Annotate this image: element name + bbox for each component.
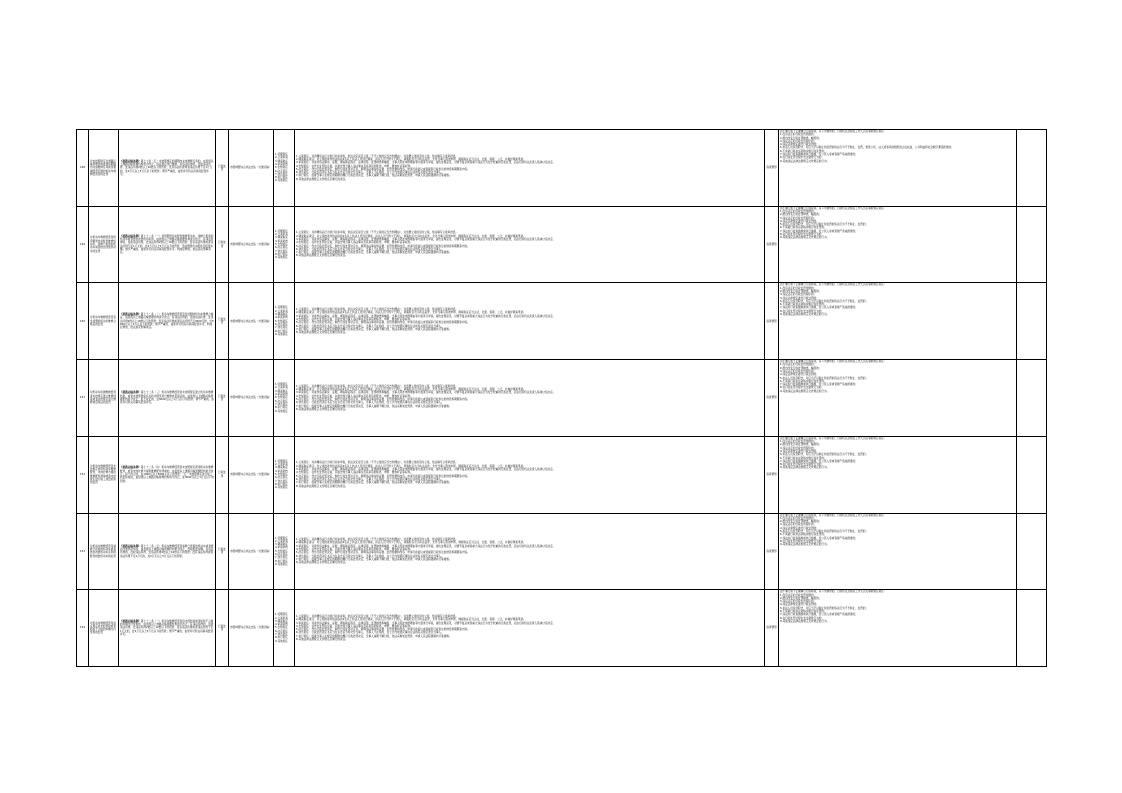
accountability-list: 1.没有法定的行政处罚依据的； 2.擅自改变行政处罚种类、幅度的； 3.违反法定的行政处罚程序的； 4.违反法律规定委托行政处罚的； 5.执法人员玩忽职守，对应当予以制止和处罚的违法行为不予制止、处罚，致使公民、法人或者其他组织的合法权益、公共利益和社会秩序遭受损害的； 6.不具备行政执法资格实施行政处罚的； 7.违法实行检查措施或执行措施，给公民人身或者财产造成损害的； 8.在行政处罚过程中发生腐败行为的； 9.其他违反法律法规规章文件规定的行为。 bbox=[780, 133, 954, 163]
responsibility-items: 1.受理责任 2.立案审查 3.调查取证 4.审查审核 5.告知责任 6.决定责任 7.送达责任 8.执行责任 9.其他责任 bbox=[274, 436, 295, 513]
accountability-head: 因不履行或不正确履行行政职责，有下列情形的，行政机关及相关工作人员应承担相应责任： bbox=[780, 436, 887, 440]
responsibility-content: 1.立案责任：对涉嫌违法行为进行初步审查，依法决定是否立案（不予立案的应当告知理由），对需要立案的及时立案，依法填写立案审批表。 2.调查取证责任：对立案的案件依法指派2名以上执法人员进行调查，执法人员不得少于两人，调查时应出示执法证件，允许当事人陈述申辩，调查取证应当合法、全面、客观、公正，并做好调查笔录。 3.审查责任：对案件违法事实、证据、调查取证程序、法律适用、处罚种类和幅度、当事人陈述申辩理由等方面进行审查，提出处理意见，对情节复杂或者重大违法行为给予较重的行政处罚，应由行政机关负责人集体讨论决定。 4.告知责任：在作出处罚决定前，书面告知当事人违法事实及其享有的陈述、申辩、要求听证等权利。 5.决定责任：作出行政处罚决定，制作行政处罚决定书，载明违法事实和证据、处罚依据和内容、申请行政复议或者提起行政诉讼的途径和期限等内容。 6.送达责任：行政处罚决定书应当在宣告后当场交付当事人，当事人不在场的，在七日内依照民事诉讼法的有关规定送达当事人。 7.执行责任：监督当事人在规定的期限内履行行政处罚决定，当事人逾期不履行的，依法采取加处罚款、申请人民法院强制执行等措施。 8.其他法律法规规章文件规定应履行的责任。 bbox=[295, 206, 765, 283]
implementing-agency: 市级城管综合执法支队（交通运输） bbox=[229, 206, 274, 283]
accountability-head: 因不履行或不正确履行行政职责，有下列情形的，行政机关及相关工作人员应承担相应责任： bbox=[780, 206, 887, 210]
accountability-content bbox=[779, 206, 1017, 283]
remarks bbox=[1017, 206, 1047, 283]
item-name: 对机动车维修经营者承修已报废的机动车或者擅自改装机动车及利用配件拼装机动车的处罚 bbox=[89, 513, 119, 590]
accountability-content bbox=[779, 590, 1017, 667]
law-title: 《道路运输条例》 bbox=[120, 234, 141, 238]
implementing-agency: 市级城管综合执法支队（交通运输） bbox=[229, 436, 274, 513]
item-type: 行政处罚 bbox=[216, 130, 229, 207]
legal-basis bbox=[119, 206, 216, 283]
accountability-label: 追责情形 bbox=[765, 130, 779, 207]
responsibility-content: 1.立案责任：对涉嫌违法行为进行初步审查，依法决定是否立案（不予立案的应当告知理由），对需要立案的及时立案，依法填写立案审批表。 2.调查取证责任：对立案的案件依法指派2名以上执法人员进行调查，执法人员不得少于两人，调查时应出示执法证件，允许当事人陈述申辩，调查取证应当合法、全面、客观、公正，并做好调查笔录。 3.审查责任：对案件违法事实、证据、调查取证程序、法律适用、处罚种类和幅度、当事人陈述申辩理由等方面进行审查，提出处理意见，对情节复杂或者重大违法行为给予较重的行政处罚，应由行政机关负责人集体讨论决定。 4.告知责任：在作出处罚决定前，书面告知当事人违法事实及其享有的陈述、申辩、要求听证等权利。 5.决定责任：作出行政处罚决定，制作行政处罚决定书，载明违法事实和证据、处罚依据和内容、申请行政复议或者提起行政诉讼的途径和期限等内容。 6.送达责任：行政处罚决定书应当在宣告后当场交付当事人，当事人不在场的，在七日内依照民事诉讼法的有关规定送达当事人。 7.执行责任：监督当事人在规定的期限内履行行政处罚决定，当事人逾期不履行的，依法采取加处罚款、申请人民法院强制执行等措施。 8.其他法律法规规章文件规定应履行的责任。 bbox=[295, 283, 765, 360]
accountability-content bbox=[779, 130, 1017, 207]
table-row bbox=[77, 436, 1047, 513]
accountability-label: 追责情形 bbox=[765, 206, 779, 283]
remarks bbox=[1017, 130, 1047, 207]
implementing-agency: 市级城管综合执法支队（交通运输） bbox=[229, 130, 274, 207]
item-name: 对机动车维修经营者未按规定使用机动车维修配件、未向托修方提供维修配件清单或者未按规定进行竣工质量检验的处罚 bbox=[89, 436, 119, 513]
responsibility-items: 1.受理责任 2.立案审查 3.调查取证 4.审查审核 5.告知责任 6.决定责任 7.送达责任 8.执行责任 9.其他责任 bbox=[274, 206, 295, 283]
table-row bbox=[77, 206, 1047, 283]
responsibility-content: 1.立案责任：对涉嫌违法行为进行初步审查，依法决定是否立案（不予立案的应当告知理由），对需要立案的及时立案，依法填写立案审批表。 2.调查取证责任：对立案的案件依法指派2名以上执法人员进行调查，执法人员不得少于两人，调查时应出示执法证件，允许当事人陈述申辩，调查取证应当合法、全面、客观、公正，并做好调查笔录。 3.审查责任：对案件违法事实、证据、调查取证程序、法律适用、处罚种类和幅度、当事人陈述申辩理由等方面进行审查，提出处理意见，对情节复杂或者重大违法行为给予较重的行政处罚，应由行政机关负责人集体讨论决定。 4.告知责任：在作出处罚决定前，书面告知当事人违法事实及其享有的陈述、申辩、要求听证等权利。 5.决定责任：作出行政处罚决定，制作行政处罚决定书，载明违法事实和证据、处罚依据和内容、申请行政复议或者提起行政诉讼的途径和期限等内容。 6.送达责任：行政处罚决定书应当在宣告后当场交付当事人，当事人不在场的，在七日内依照民事诉讼法的有关规定送达当事人。 7.执行责任：监督当事人在规定的期限内履行行政处罚决定，当事人逾期不履行的，依法采取加处罚款、申请人民法院强制执行等措施。 8.其他法律法规规章文件规定应履行的责任。 bbox=[295, 130, 765, 207]
item-name: 对机动车维修经营者违反规定将未经检验或者检验不合格的车辆交付使用的处罚 bbox=[89, 590, 119, 667]
legal-basis bbox=[119, 513, 216, 590]
row-number: 153 bbox=[77, 513, 89, 590]
table-row bbox=[77, 130, 1047, 207]
row-number: 149 bbox=[77, 206, 89, 283]
accountability-content bbox=[779, 283, 1017, 360]
item-type: 行政处罚 bbox=[216, 590, 229, 667]
legal-basis bbox=[119, 283, 216, 360]
accountability-label: 追责情形 bbox=[765, 360, 779, 437]
accountability-list: 1.没有法定的行政处罚依据的； 2.擅自改变行政处罚种类、幅度的； 3.违反法定的行政处罚程序的； 4.违反法律规定委托行政处罚的； 5.执法人员玩忽职守，对应当予以制止和处罚的违法行为不予制止、处罚的； 6.不具备行政执法资格实施行政处罚的； 7.违法实行检查措施或执行措施，给公民人身或者财产造成损害的； 8.在行政处罚过程中发生腐败行为的； 9.其他违反法律法规规章文件规定的行为。 bbox=[780, 440, 869, 470]
implementing-agency: 市级城管综合执法支队（交通运输） bbox=[229, 513, 274, 590]
item-name: 对未按照规定在道路运输管理机构批准的期限内完成维修任务或者超越经营范围的机动车维修经营者的处罚 bbox=[89, 130, 119, 207]
item-type: 行政处罚 bbox=[216, 206, 229, 283]
accountability-list: 1.没有法定的行政处罚依据的； 2.擅自改变行政处罚种类、幅度的； 3.违反法定的行政处罚程序的； 4.违反法律规定委托行政处罚的； 5.执法人员玩忽职守，对应当予以制止和处罚的违法行为不予制止、处罚的； 6.不具备行政执法资格实施行政处罚的； 7.违法实行检查措施或执行措施，给公民人身或者财产造成损害的； 8.在行政处罚过程中发生腐败行为的； 9.其他违反法律法规规章文件规定的行为。 bbox=[780, 210, 869, 240]
item-type: 行政处罚 bbox=[216, 513, 229, 590]
law-text: 第七十二条（一）使用假冒伪劣配件维修机动车，承修已报废的机动车或者擅自改装机动车的，由县级以上道路运输管理机构责令改正；有违法所得的，没收违法所得，处违法所得2倍以上10倍以下的罚款；没有违法所得或者违法所得不足1万元的，处2万元以上5万元以下的罚款，没收假冒伪劣配件及报废车辆；情节严重的，由原许可机关吊销其经营许可；构成犯罪的，依法追究刑事责任。 bbox=[120, 234, 214, 255]
accountability-list: 1.没有法定的行政处罚依据的； 2.擅自改变行政处罚种类、幅度的； 3.违反法定的行政处罚程序的； 4.违反法律规定委托行政处罚的； 5.执法人员玩忽职守，对应当予以制止和处罚的违法行为不予制止、处罚的； 6.不具备行政执法资格实施行政处罚的； 7.违法实行检查措施或执行措施，给公民人身或者财产造成损害的； 8.在行政处罚过程中发生腐败行为的； 9.其他违反法律法规规章文件规定的行为。 bbox=[780, 593, 869, 623]
item-type: 行政处罚 bbox=[216, 360, 229, 437]
row-number: 151 bbox=[77, 360, 89, 437]
accountability-head: 因不履行或不正确履行行政职责，有下列情形的，行政机关及相关工作人员应承担相应责任： bbox=[780, 283, 887, 287]
item-type: 行政处罚 bbox=[216, 283, 229, 360]
responsibility-items: 1.受理责任 2.立案审查 3.调查取证 4.审查审核 5.告知责任 6.决定责任 7.送达责任 8.执行责任 9.其他责任 bbox=[274, 360, 295, 437]
law-title: 《道路运输条例》 bbox=[120, 313, 141, 317]
law-title: 《道路运输条例》 bbox=[120, 466, 141, 470]
table-row bbox=[77, 283, 1047, 360]
row-number: 148 bbox=[77, 130, 89, 207]
responsibility-items: 1.受理责任 2.立案审查 3.调查取证 4.审查审核 5.告知责任 6.决定责任 7.送达责任 8.执行责任 9.其他责任 bbox=[274, 130, 295, 207]
table-row bbox=[77, 360, 1047, 437]
remarks bbox=[1017, 590, 1047, 667]
row-number: 150 bbox=[77, 283, 89, 360]
accountability-label: 追责情形 bbox=[765, 283, 779, 360]
item-type: 行政处罚 bbox=[216, 436, 229, 513]
accountability-head: 因不履行或不正确履行行政职责，有下列情形的，行政机关及相关工作人员应承担相应责任： bbox=[780, 590, 887, 594]
accountability-head: 因不履行或不正确履行行政职责，有下列情形的，行政机关及相关工作人员应承担相应责任： bbox=[780, 130, 887, 133]
accountability-list: 1.没有法定的行政处罚依据的； 2.擅自改变行政处罚种类、幅度的； 3.违反法定的行政处罚程序的； 4.违反法律规定委托行政处罚的； 5.执法人员玩忽职守，对应当予以制止和处罚的违法行为不予制止、处罚的； 6.不具备行政执法资格实施行政处罚的； 7.违法实行检查措施或执行措施，给公民人身或者财产造成损害的； 8.在行政处罚过程中发生腐败行为的； 9.其他违反法律法规规章文件规定的行为。 bbox=[780, 286, 869, 317]
responsibility-content: 1.立案责任：对涉嫌违法行为进行初步审查，依法决定是否立案（不予立案的应当告知理由），对需要立案的及时立案，依法填写立案审批表。 2.调查取证责任：对立案的案件依法指派2名以上执法人员进行调查，执法人员不得少于两人，调查时应出示执法证件，允许当事人陈述申辩，调查取证应当合法、全面、客观、公正，并做好调查笔录。 3.审查责任：对案件违法事实、证据、调查取证程序、法律适用、处罚种类和幅度、当事人陈述申辩理由等方面进行审查，提出处理意见，对情节复杂或者重大违法行为给予较重的行政处罚，应由行政机关负责人集体讨论决定。 4.告知责任：在作出处罚决定前，书面告知当事人违法事实及其享有的陈述、申辩、要求听证等权利。 5.决定责任：作出行政处罚决定，制作行政处罚决定书，载明违法事实和证据、处罚依据和内容、申请行政复议或者提起行政诉讼的途径和期限等内容。 6.送达责任：行政处罚决定书应当在宣告后当场交付当事人，当事人不在场的，在七日内依照民事诉讼法的有关规定送达当事人。 7.执行责任：监督当事人在规定的期限内履行行政处罚决定，当事人逾期不履行的，依法采取加处罚款、申请人民法院强制执行等措施。 8.其他法律法规规章文件规定应履行的责任。 bbox=[295, 513, 765, 590]
accountability-head: 因不履行或不正确履行行政职责，有下列情形的，行政机关及相关工作人员应承担相应责任： bbox=[780, 360, 887, 364]
law-text: 第七十二条（四）机动车维修经营者未按照规定使用机动车维修配件，或者未向托修方提供维修配件清单的，由县级以上道路运输管理机构责令改正；拒不改正的，处1000元以上5000元以下的罚款；（五）未按照规定进行竣工质量检验的，由县级以上道路运输管理机构责令改正，处3000元以上1万元以下的罚款。 bbox=[120, 466, 214, 483]
remarks bbox=[1017, 513, 1047, 590]
accountability-list: 1.没有法定的行政处罚依据的； 2.擅自改变行政处罚种类、幅度的； 3.违反法定的行政处罚程序的； 4.违反法律规定委托行政处罚的； 5.执法人员玩忽职守，对应当予以制止和处罚的违法行为不予制止、处罚的； 6.不具备行政执法资格实施行政处罚的； 7.违法实行检查措施或执行措施，给公民人身或者财产造成损害的； 8.在行政处罚过程中发生腐败行为的； 9.其他违反法律法规规章文件规定的行为。 bbox=[780, 363, 869, 393]
accountability-content bbox=[779, 360, 1017, 437]
accountability-label: 追责情形 bbox=[765, 436, 779, 513]
row-number: 152 bbox=[77, 436, 89, 513]
accountability-head: 因不履行或不正确履行行政职责，有下列情形的，行政机关及相关工作人员应承担相应责任： bbox=[780, 513, 887, 517]
accountability-content bbox=[779, 436, 1017, 513]
accountability-label: 追责情形 bbox=[765, 590, 779, 667]
law-text: 第七十二条（三）机动车维修经营者未按照规定建立机动车维修档案，或者未按照国家有关技术规范进行维修质量保证的，由县级以上道路运输管理机构责令改正；拒不改正的，处3000元以上1万元以下的罚款；情节严重的，由原许可机关吊销其经营许可。 bbox=[120, 391, 214, 405]
responsibility-items: 1.受理责任 2.立案审查 3.调查取证 4.审查审核 5.告知责任 6.决定责任 7.送达责任 8.执行责任 9.其他责任 bbox=[274, 283, 295, 360]
law-text: 第七十二条（一）机动车维修经营者将未经检验或者检验不合格的车辆交付使用的，由县级以上道路运输管理机构责令改正；有违法所得的，没收违法所得，处违法所得2倍以上10倍以下的罚款；没有违法所得或者违法所得不足1万元的，处2万元以上5万元以下的罚款；情节严重的，由原许可机关吊销其经营许可。 bbox=[120, 619, 214, 637]
legal-basis bbox=[119, 436, 216, 513]
table-row bbox=[77, 513, 1047, 590]
remarks bbox=[1017, 283, 1047, 360]
implementing-agency: 市级城管综合执法支队（交通运输） bbox=[229, 590, 274, 667]
table-row bbox=[77, 590, 1047, 667]
item-name: 对机动车检测维修经营者未按规定建立维修档案或者未按规定进行维修质量保证的处罚 bbox=[89, 360, 119, 437]
responsibility-items: 1.受理责任 2.立案审查 3.调查取证 4.审查审核 5.告知责任 6.决定责任 7.送达责任 8.执行责任 9.其他责任 bbox=[274, 513, 295, 590]
law-title: 《道路运输条例》 bbox=[120, 391, 141, 395]
law-title: 《道路运输条例》 bbox=[120, 619, 141, 623]
law-text: 第七十二条（五）机动车维修经营者承修已报废的机动车或者擅自改装机动车的，由县级以上道路运输管理机构责令改正，没收报废车辆；有违法所得的，没收违法所得，处违法所得2倍以上10倍以下的罚款；没有违法所得或者违法所得不足1万元的，处2万元以上5万元以下的罚款。 bbox=[120, 544, 214, 558]
accountability-label: 追责情形 bbox=[765, 513, 779, 590]
remarks bbox=[1017, 360, 1047, 437]
implementing-agency: 市级城管综合执法支队（交通运输） bbox=[229, 360, 274, 437]
law-title: 《道路运输条例》 bbox=[120, 544, 141, 548]
law-text: 第七十二条（二）机动车维修经营者签发虚假的机动车维修合格证，由县级以上道路运输管理机构责令改正；有违法所得的，没收违法所得，处违法所得2倍以上10倍以下的罚款；没有违法所得或者违法所得不足3000元的，处5000元以上2万元以下的罚款；情节严重的，由原许可机关吊销其经营许可；构成犯罪的，依法追究刑事责任。 bbox=[120, 313, 214, 330]
item-name: 对机动车维修经营者签发虚假的机动车维修合格证的处罚 bbox=[89, 283, 119, 360]
row-number: 154 bbox=[77, 590, 89, 667]
legal-basis bbox=[119, 130, 216, 207]
remarks bbox=[1017, 436, 1047, 513]
responsibility-table bbox=[76, 129, 1047, 667]
responsibility-content: 1.立案责任：对涉嫌违法行为进行初步审查，依法决定是否立案（不予立案的应当告知理由），对需要立案的及时立案，依法填写立案审批表。 2.调查取证责任：对立案的案件依法指派2名以上执法人员进行调查，执法人员不得少于两人，调查时应出示执法证件，允许当事人陈述申辩，调查取证应当合法、全面、客观、公正，并做好调查笔录。 3.审查责任：对案件违法事实、证据、调查取证程序、法律适用、处罚种类和幅度、当事人陈述申辩理由等方面进行审查，提出处理意见，对情节复杂或者重大违法行为给予较重的行政处罚，应由行政机关负责人集体讨论决定。 4.告知责任：在作出处罚决定前，书面告知当事人违法事实及其享有的陈述、申辩、要求听证等权利。 5.决定责任：作出行政处罚决定，制作行政处罚决定书，载明违法事实和证据、处罚依据和内容、申请行政复议或者提起行政诉讼的途径和期限等内容。 6.送达责任：行政处罚决定书应当在宣告后当场交付当事人，当事人不在场的，在七日内依照民事诉讼法的有关规定送达当事人。 7.执行责任：监督当事人在规定的期限内履行行政处罚决定，当事人逾期不履行的，依法采取加处罚款、申请人民法院强制执行等措施。 8.其他法律法规规章文件规定应履行的责任。 bbox=[295, 436, 765, 513]
responsibility-items: 1.受理责任 2.立案审查 3.调查取证 4.审查审核 5.告知责任 6.决定责任 7.送达责任 8.执行责任 9.其他责任 bbox=[274, 590, 295, 667]
accountability-content bbox=[779, 513, 1017, 590]
law-text: 第七十条（五）未按照规定的期限内完成维修任务的，由县级以上道路运输管理机构责令改正，违反规定进行维修，有违法所得的，没收违法所得，处违法所得2倍以上10倍以下的罚款；没有违法所得或者违法所得不足1万元的，处2万元以上5万元以下的罚款；情节严重的，由原许可机关吊销其经营许可。 bbox=[120, 159, 214, 176]
legal-basis bbox=[119, 590, 216, 667]
responsibility-content: 1.立案责任：对涉嫌违法行为进行初步审查，依法决定是否立案（不予立案的应当告知理由），对需要立案的及时立案，依法填写立案审批表。 2.调查取证责任：对立案的案件依法指派2名以上执法人员进行调查，执法人员不得少于两人，调查时应出示执法证件，允许当事人陈述申辩，调查取证应当合法、全面、客观、公正，并做好调查笔录。 3.审查责任：对案件违法事实、证据、调查取证程序、法律适用、处罚种类和幅度、当事人陈述申辩理由等方面进行审查，提出处理意见，对情节复杂或者重大违法行为给予较重的行政处罚，应由行政机关负责人集体讨论决定。 4.告知责任：在作出处罚决定前，书面告知当事人违法事实及其享有的陈述、申辩、要求听证等权利。 5.决定责任：作出行政处罚决定，制作行政处罚决定书，载明违法事实和证据、处罚依据和内容、申请行政复议或者提起行政诉讼的途径和期限等内容。 6.送达责任：行政处罚决定书应当在宣告后当场交付当事人，当事人不在场的，在七日内依照民事诉讼法的有关规定送达当事人。 7.执行责任：监督当事人在规定的期限内履行行政处罚决定，当事人逾期不履行的，依法采取加处罚款、申请人民法院强制执行等措施。 8.其他法律法规规章文件规定应履行的责任。 bbox=[295, 360, 765, 437]
responsibility-content: 1.立案责任：对涉嫌违法行为进行初步审查，依法决定是否立案（不予立案的应当告知理由），对需要立案的及时立案，依法填写立案审批表。 2.调查取证责任：对立案的案件依法指派2名以上执法人员进行调查，执法人员不得少于两人，调查时应出示执法证件，允许当事人陈述申辩，调查取证应当合法、全面、客观、公正，并做好调查笔录。 3.审查责任：对案件违法事实、证据、调查取证程序、法律适用、处罚种类和幅度、当事人陈述申辩理由等方面进行审查，提出处理意见，对情节复杂或者重大违法行为给予较重的行政处罚，应由行政机关负责人集体讨论决定。 4.告知责任：在作出处罚决定前，书面告知当事人违法事实及其享有的陈述、申辩、要求听证等权利。 5.决定责任：作出行政处罚决定，制作行政处罚决定书，载明违法事实和证据、处罚依据和内容、申请行政复议或者提起行政诉讼的途径和期限等内容。 6.送达责任：行政处罚决定书应当在宣告后当场交付当事人，当事人不在场的，在七日内依照民事诉讼法的有关规定送达当事人。 7.执行责任：监督当事人在规定的期限内履行行政处罚决定，当事人逾期不履行的，依法采取加处罚款、申请人民法院强制执行等措施。 8.其他法律法规规章文件规定应履行的责任。 bbox=[295, 590, 765, 667]
law-title: 《道路运输条例》 bbox=[120, 159, 141, 163]
item-name: 对机动车维修经营者使用假冒伪劣配件维修机动车，承修已报废的机动车或者擅自改装机动车的处罚 bbox=[89, 206, 119, 283]
legal-basis bbox=[119, 360, 216, 437]
accountability-list: 1.没有法定的行政处罚依据的； 2.擅自改变行政处罚种类、幅度的； 3.违反法定的行政处罚程序的； 4.违反法律规定委托行政处罚的； 5.执法人员玩忽职守，对应当予以制止和处罚的违法行为不予制止、处罚的； 6.不具备行政执法资格实施行政处罚的； 7.违法实行检查措施或执行措施，给公民人身或者财产造成损害的； 8.在行政处罚过程中发生腐败行为的； 9.其他违反法律法规规章文件规定的行为。 bbox=[780, 516, 869, 547]
implementing-agency: 市级城管综合执法支队（交通运输） bbox=[229, 283, 274, 360]
